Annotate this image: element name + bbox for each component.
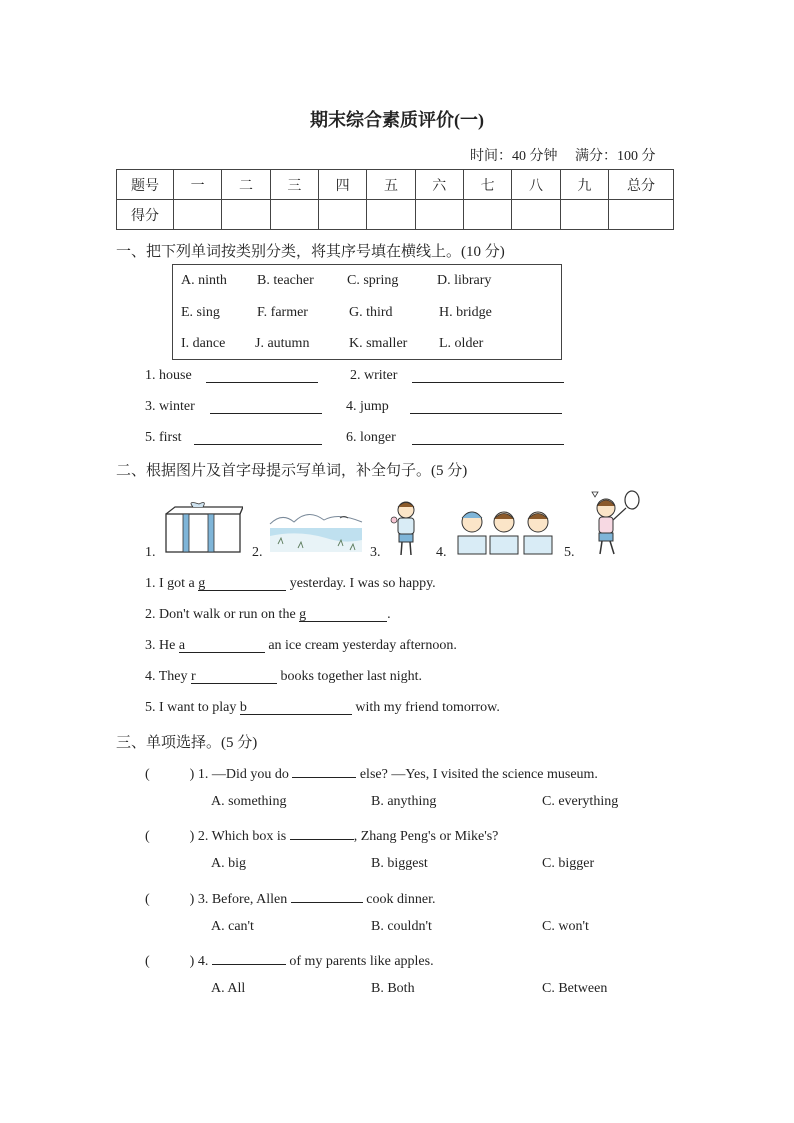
option-b[interactable]: B. couldn't — [371, 919, 432, 934]
option-c[interactable]: C. won't — [542, 919, 589, 934]
score-input-cell[interactable] — [222, 200, 270, 230]
question-post: cook dinner. — [362, 892, 436, 907]
word-option: J. autumn — [255, 336, 310, 351]
answer-blank[interactable] — [412, 368, 564, 383]
sentence-post: books together last night. — [277, 669, 423, 684]
question-pre: ) 3. Before, Allen — [189, 892, 291, 907]
option-a[interactable]: A. All — [211, 981, 246, 996]
page-title: 期末综合素质评价(一) — [310, 110, 484, 130]
sentence-post: . — [387, 607, 391, 622]
question-pre: ) 4. — [189, 954, 212, 969]
score-cell: 总分 — [609, 170, 674, 200]
option-c[interactable]: C. everything — [542, 794, 619, 809]
option-b[interactable]: B. anything — [371, 794, 437, 809]
option-a[interactable]: A. something — [211, 794, 287, 809]
score-input-cell[interactable] — [174, 200, 222, 230]
answer-blank[interactable] — [291, 888, 363, 903]
hint-letter: a — [178, 638, 186, 653]
classify-label: 2. writer — [350, 368, 398, 383]
score-cell: 八 — [512, 170, 560, 200]
answer-blank[interactable] — [191, 669, 277, 684]
classify-item — [346, 430, 396, 446]
sentence-post: yesterday. I was so happy. — [286, 576, 436, 591]
sentence-pre: 1. I got a — [145, 576, 199, 591]
sentence-pre: 2. Don't walk or run on the — [145, 607, 300, 622]
word-option: A. ninth — [181, 273, 227, 288]
sentence-4 — [145, 669, 422, 685]
grass-field-icon — [268, 506, 364, 556]
score-input-cell[interactable] — [463, 200, 511, 230]
question-pre: ) 2. Which box is — [189, 829, 290, 844]
hint-letter: g — [299, 607, 307, 622]
hint-letter: b — [239, 700, 247, 715]
word-option: D. library — [437, 273, 492, 288]
badminton-girl-icon — [582, 488, 642, 558]
score-cell: 二 — [222, 170, 270, 200]
score-input-cell[interactable] — [560, 200, 608, 230]
question-post: else? —Yes, I visited the science museum. — [356, 767, 598, 782]
word-option: K. smaller — [349, 336, 408, 351]
sentence-pre: 4. They — [145, 669, 192, 684]
sentence-5 — [145, 700, 500, 716]
score-cell: 九 — [560, 170, 608, 200]
section-3-heading: 三、单项选择。(5 分) — [116, 735, 258, 751]
word-option: H. bridge — [439, 305, 492, 320]
answer-blank[interactable] — [212, 950, 286, 965]
answer-blank[interactable] — [179, 638, 265, 653]
option-a[interactable]: A. can't — [211, 919, 254, 934]
score-cell: 五 — [367, 170, 415, 200]
score-input-cell[interactable] — [318, 200, 366, 230]
classify-item — [145, 399, 195, 415]
sentence-post: an ice cream yesterday afternoon. — [264, 638, 457, 653]
hint-letter: g — [198, 576, 206, 591]
option-b[interactable]: B. biggest — [371, 856, 428, 871]
paren-open: ( — [145, 954, 150, 969]
question-2 — [145, 825, 498, 845]
classify-label: 1. house — [145, 368, 192, 383]
question-pre: ) 1. —Did you do — [189, 767, 293, 782]
classify-label: 3. winter — [145, 399, 195, 414]
word-option: C. spring — [347, 273, 399, 288]
classify-item — [145, 368, 192, 384]
classify-label: 4. jump — [346, 399, 389, 414]
score-input-cell[interactable] — [512, 200, 560, 230]
score-cell: 六 — [415, 170, 463, 200]
word-option: F. farmer — [257, 305, 308, 320]
score-cell: 得分 — [117, 200, 174, 230]
question-4 — [145, 950, 434, 970]
score-input-cell[interactable] — [415, 200, 463, 230]
paren-open: ( — [145, 767, 150, 782]
score-input-cell[interactable] — [270, 200, 318, 230]
answer-blank[interactable] — [412, 430, 564, 445]
question-post: , Zhang Peng's or Mike's? — [353, 829, 499, 844]
score-table — [116, 169, 674, 230]
option-c[interactable]: C. Between — [542, 981, 608, 996]
time-limit: 时间：40 分钟 — [470, 149, 558, 164]
score-input-cell[interactable] — [367, 200, 415, 230]
sentence-1 — [145, 576, 436, 592]
answer-blank[interactable] — [290, 825, 354, 840]
section-1-heading: 一、把下列单词按类别分类，将其序号填在横线上。(10 分) — [116, 244, 505, 260]
question-1 — [145, 763, 598, 783]
picture-number: 2. — [252, 545, 263, 560]
answer-blank[interactable] — [240, 700, 352, 715]
score-cell: 一 — [174, 170, 222, 200]
score-input-cell[interactable] — [609, 200, 674, 230]
classify-item — [145, 430, 182, 446]
classify-label: 6. longer — [346, 430, 396, 445]
answer-blank[interactable] — [198, 576, 286, 591]
sentence-pre: 3. He — [145, 638, 179, 653]
exam-meta — [470, 145, 656, 165]
answer-blank[interactable] — [410, 399, 562, 414]
question-3 — [145, 888, 435, 908]
classify-item — [346, 399, 389, 415]
paren-open: ( — [145, 892, 150, 907]
score-cell: 四 — [318, 170, 366, 200]
option-b[interactable]: B. Both — [371, 981, 415, 996]
picture-number: 3. — [370, 545, 381, 560]
section-2-heading: 二、根据图片及首字母提示写单词，补全句子。(5 分) — [116, 463, 468, 479]
classify-label: 5. first — [145, 430, 182, 445]
word-box — [172, 264, 562, 360]
sentence-pre: 5. I want to play — [145, 700, 240, 715]
answer-blank[interactable] — [194, 430, 322, 445]
option-a[interactable]: A. big — [211, 856, 246, 871]
child-icecream-icon — [388, 498, 424, 558]
question-post: of my parents like apples. — [285, 954, 434, 969]
word-option: G. third — [349, 305, 393, 320]
answer-blank[interactable] — [210, 399, 322, 414]
kids-reading-icon — [454, 506, 556, 558]
option-c[interactable]: C. bigger — [542, 856, 595, 871]
sentence-post: with my friend tomorrow. — [351, 700, 500, 715]
score-cell: 题号 — [117, 170, 174, 200]
picture-number: 4. — [436, 545, 447, 560]
score-cell: 七 — [463, 170, 511, 200]
sentence-2 — [145, 607, 391, 623]
hint-letter: r — [191, 669, 196, 684]
paren-open: ( — [145, 829, 150, 844]
score-header-row — [117, 170, 674, 200]
word-option: L. older — [439, 336, 484, 351]
answer-blank[interactable] — [206, 368, 318, 383]
full-score: 满分：100 分 — [575, 149, 656, 164]
answer-blank[interactable] — [299, 607, 387, 622]
sentence-3 — [145, 638, 457, 654]
score-cell: 三 — [270, 170, 318, 200]
word-option: E. sing — [181, 305, 220, 320]
word-option: B. teacher — [257, 273, 314, 288]
picture-number: 5. — [564, 545, 575, 560]
classify-item — [350, 368, 397, 384]
picture-number: 1. — [145, 545, 156, 560]
gift-box-icon — [163, 502, 243, 554]
word-option: I. dance — [181, 336, 226, 351]
answer-blank[interactable] — [292, 763, 356, 778]
score-value-row — [117, 200, 674, 230]
